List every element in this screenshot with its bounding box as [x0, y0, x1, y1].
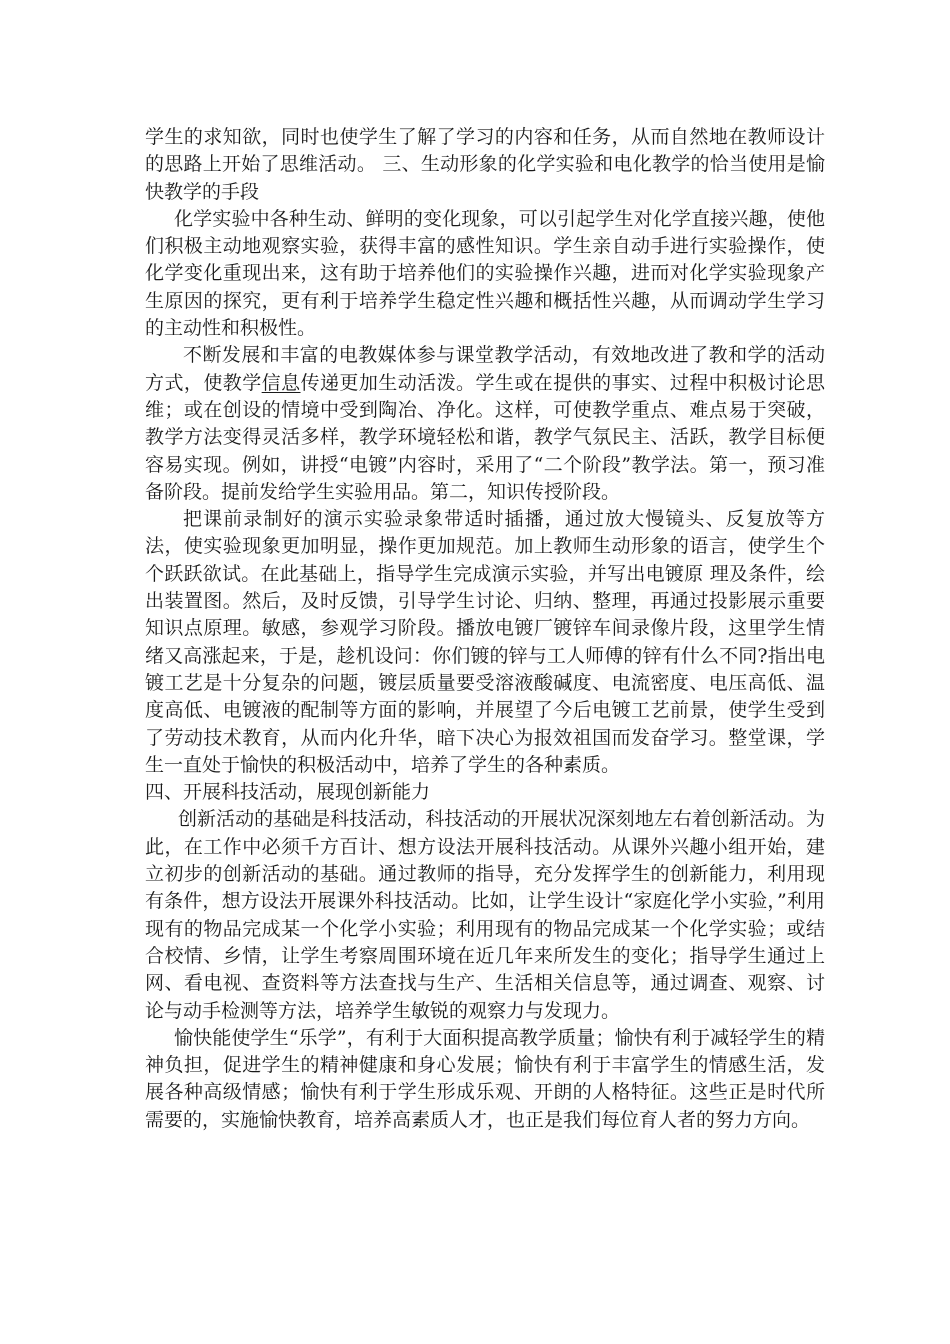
section-heading-4: 四、开展科技活动，展现创新能力: [145, 781, 431, 804]
paragraph-video-demonstration: 把课前录制好的演示实验录象带适时插播，通过放大慢镜头、反复放等方法，使实验现象更加明显，操作更加规范。加上教师生动形象的语言，使学生个个跃跃欲试。在此基础上，指导学生完成演示实验，并写出电镀原 理及条件，绘出装置图。然后，及时反馈，引导学生讨论、归纳、整理，再通过投影展示重要知识点原理。敏感，参观学习阶段。播放电镀厂镀锌车间录像片段，这里学生情绪又高涨起来，于是，趁机设问：你们镀的锌与工人师傅的锌有什么不同?指出电镀工艺是十分复杂的问题，镀层质量要受溶液酸碱度、电流密度、电压高低、温度高低、电镀液的配制等方面的影响，并展望了今后电镀工艺前景，使学生受到了劳动技术教育，从而内化升华，暗下决心为报效祖国而发奋学习。整堂课，学生一直处于愉快的积极活动中，培养了学生的各种素质。: [145, 508, 825, 776]
paragraph-innovation-activities: 创新活动的基础是科技活动，科技活动的开展状况深刻地左右着创新活动。为此，在工作中必须千方百计、想方设法开展科技活动。从课外兴趣小组开始，建立初步的创新活动的基础。通过教师的指导，充分发挥学生的创新能力，利用现有条件，想方设法开展课外科技活动。比如，让学生设计“家庭化学小实验，”利用现有的物品完成某一个化学小实验；利用现有的物品完成某一个化学实验；或结合校情、乡情，让学生考察周围环境在近几年来所发生的变化；指导学生通过上网、看电视、查资料等方法查找与生产、生活相关信息等，通过调查、观察、讨论与动手检测等方法，培养学生敏锐的观察力与发现力。: [145, 808, 825, 1022]
paragraph-chemistry-experiment: 化学实验中各种生动、鲜明的变化现象，可以引起学生对化学直接兴趣，使他们积极主动地观察实验，获得丰富的感性知识。学生亲自动手进行实验操作，使化学变化重现出来，这有助于培养他们的实验操作兴趣，进而对化学实验现象产生原因的探究，更有利于培养学生稳定性兴趣和概括性兴趣，从而调动学生学习的主动性和积极性。: [145, 207, 825, 340]
document-body: [145, 124, 825, 1134]
paragraph-media-teaching: [145, 342, 825, 506]
paragraph-text: 不断发展和丰富的电教媒体参与课堂教学活动，有效地改进了教和学的活动方式，使教学: [145, 344, 825, 394]
paragraph-continuation: 学生的求知欲，同时也使学生了解了学习的内容和任务，从而自然地在教师设计的思路上开始了思维活动。 三、生动形象的化学实验和电化教学的恰当使用是愉快教学的手段: [145, 126, 825, 203]
paragraph-conclusion: 愉快能使学生“乐学”，有利于大面积提高教学质量；愉快有利于减轻学生的精神负担，促进学生的精神健康和身心发展；愉快有利于丰富学生的情感生活，发展各种高级情感；愉快有利于学生形成乐观、开朗的人格特征。这些正是时代所需要的，实施愉快教育，培养高素质人才，也正是我们每位育人者的努力方向。: [145, 1026, 825, 1131]
info-link[interactable]: 信息: [261, 371, 301, 394]
paragraph-text: 传递更加生动活泼。学生或在提供的事实、过程中积极讨论思维；或在创设的情境中受到陶冶、净化。这样，可使教学重点、难点易于突破，教学方法变得灵活多样，教学环境轻松和谐，教学气氛民主、活跃，教学目标便容易实现。例如，讲授“电镀”内容时，采用了“二个阶段”教学法。第一，预习准备阶段。提前发给学生实验用品。第二，知识传授阶段。: [145, 371, 825, 503]
